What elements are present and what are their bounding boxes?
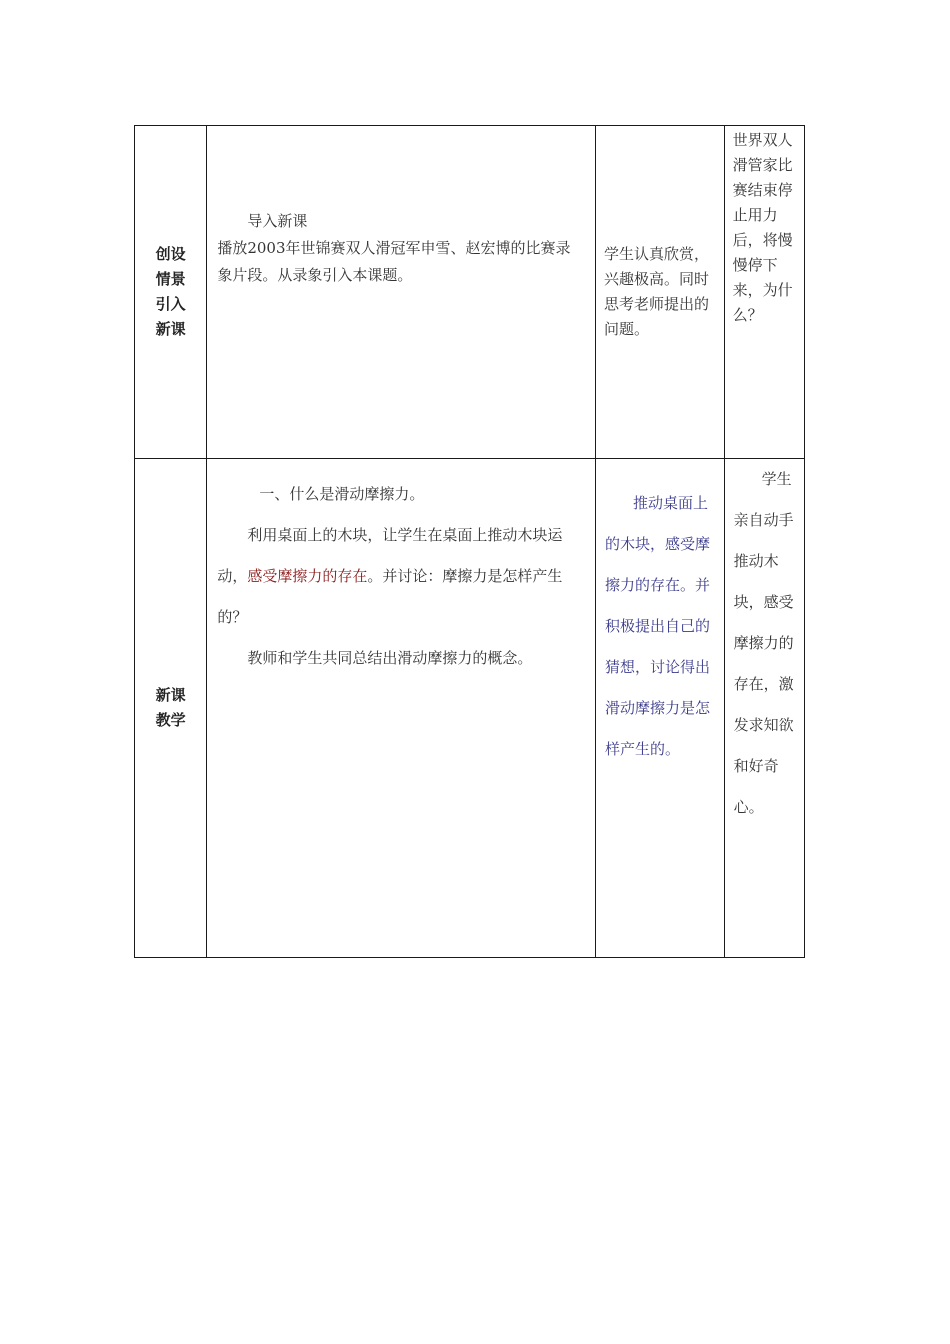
student-activity-text: 推动桌面上的木块，感受摩擦力的存在。并积极提出自己的猜想，讨论得出滑动摩擦力是怎样产生的。 <box>605 494 711 758</box>
teacher-activity-cell <box>207 459 596 958</box>
activity-text: 播放2003年世锦赛双人滑冠军申雪、赵宏博的比赛录象片段。从录象引入本课题。 <box>217 239 571 284</box>
activity-text: 利用桌面上的木块，让学生在桌面上推动木块运动， <box>217 526 563 585</box>
stage-label-line: 新课 <box>155 686 186 704</box>
stage-label-cell <box>135 126 207 459</box>
student-activity-cell <box>596 126 725 459</box>
section-heading: 一、什么是滑动摩擦力。 <box>259 485 425 503</box>
activity-paragraph: 教师和学生共同总结出滑动摩擦力的概念。 <box>247 649 533 667</box>
activity-paragraph <box>217 515 585 638</box>
student-activity-text: 学生认真欣赏，兴趣极高。同时思考老师提出的问题。 <box>604 245 710 338</box>
student-activity-cell <box>596 459 725 958</box>
stage-label-line: 新课 <box>155 320 186 338</box>
lesson-plan-table <box>134 125 805 958</box>
activity-text: 。并讨论：摩擦力是怎样产生的？ <box>217 567 563 626</box>
table-row <box>135 459 805 958</box>
highlighted-text: 感受摩擦力的存在 <box>247 567 368 585</box>
stage-label-line: 教学 <box>155 711 186 729</box>
table-row <box>135 126 805 459</box>
design-intent-cell <box>724 126 804 459</box>
stage-label-line: 引入 <box>155 295 186 313</box>
stage-label-cell <box>135 459 207 958</box>
stage-label-line: 创设 <box>155 245 186 263</box>
teacher-activity-cell <box>207 126 596 459</box>
stage-label-line: 情景 <box>155 270 186 288</box>
design-intent-cell <box>724 459 804 958</box>
design-intent-text: 世界双人滑管家比赛结束停止用力后，将慢慢停下来，为什么？ <box>732 131 793 324</box>
design-intent-text: 学生亲自动手推动木块，感受摩擦力的存在，激发求知欲和好奇心。 <box>733 470 794 816</box>
section-heading: 导入新课 <box>247 212 308 230</box>
